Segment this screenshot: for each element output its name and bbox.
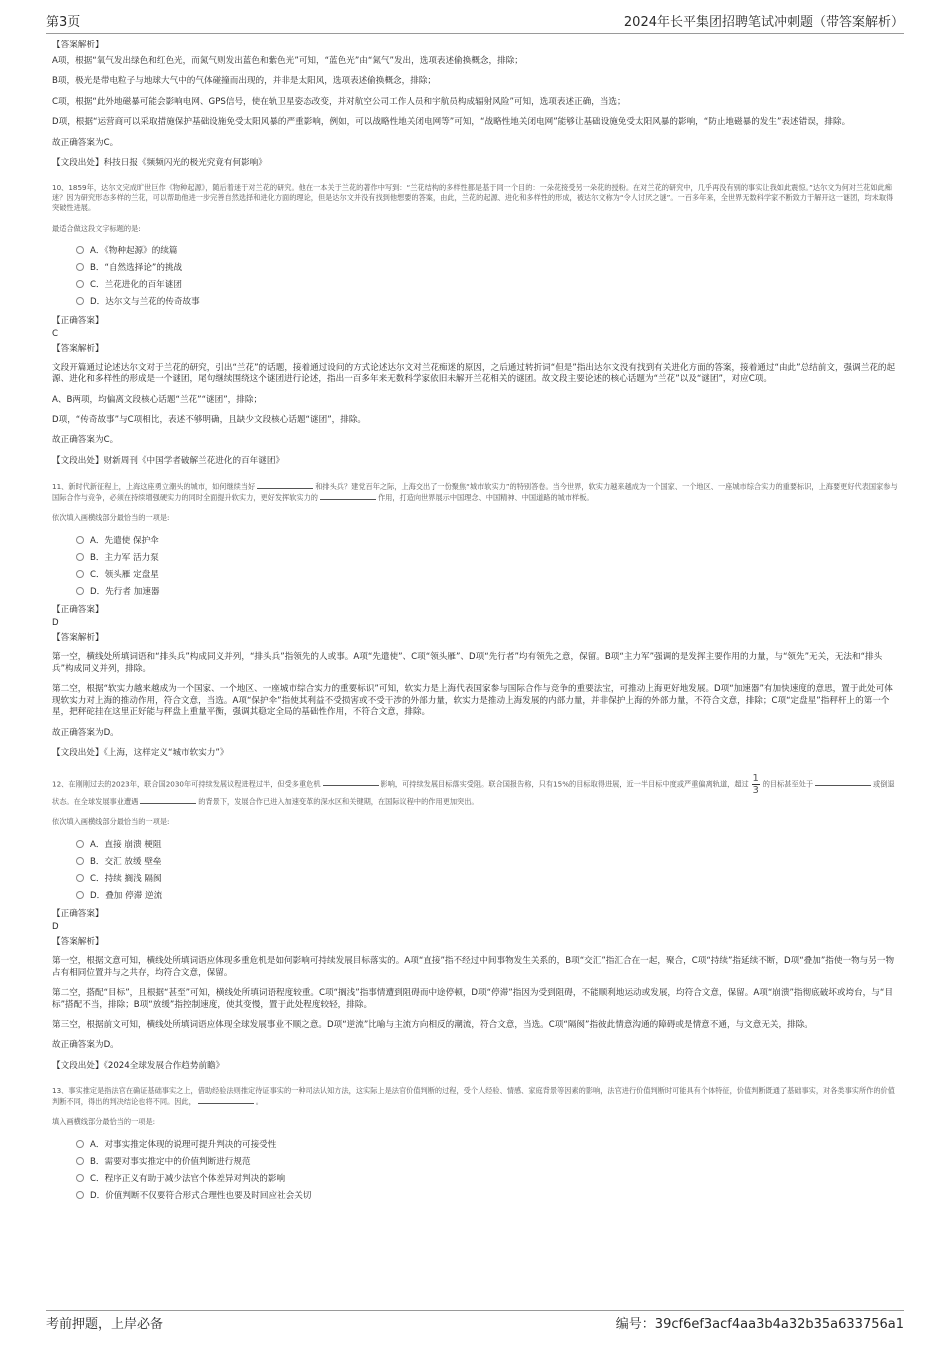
- option-d[interactable]: D．达尔文与兰花的传奇故事: [76, 293, 898, 310]
- analysis-paragraph: 第一空，根据文意可知，横线处所填词语应体现多重危机是如何影响可持续发展目标落实的。A项“直接”指不经过中间事物发生关系的，B项“交汇”指汇合在一起，聚合，C项“持续”指延续不断，D项“叠加”指使一物与另一物占有相同位置并与之共存，均符合文意，保留。: [52, 956, 895, 978]
- conclusion: 故正确答案为C。: [52, 435, 119, 446]
- option-a[interactable]: A．对事实推定体现的说理可提升判决的可接受性: [76, 1135, 898, 1152]
- analysis-paragraph: 第三空，根据前文可知，横线处所填词语应体现全球发展事业不顺之意。D项“逆流”比喻与主流方向相反的潮流，符合文意，当选。C项“隔阂”指彼此情意沟通的障碍或是情意不通，与文意无关，排除。: [52, 1019, 813, 1030]
- analysis-label: 【答案解析】: [52, 343, 104, 354]
- option-list: [76, 835, 898, 903]
- question-prompt: 依次填入画横线部分最恰当的一项是:: [52, 513, 170, 523]
- option-d[interactable]: D．先行者 加速器: [76, 582, 898, 599]
- radio-icon[interactable]: [76, 587, 84, 595]
- analysis-paragraph: 第一空，横线处所填词语和“排头兵”构成同义并列，“排头兵”指领先的人或事。A项“先遣使”、C项“领头雁”、D项“先行者”均有领先之意，保留。B项“主力军”强调的是发挥主要作用的力量，与“领先”无关，无法和“排头兵”构成同义并列，排除。: [52, 652, 883, 674]
- question-stem: 12、在刚刚过去的2023年，联合国2030年可持续发展议程进程过半，但受多重危机 影响，可持续发展目标落实受阻。联合国报告称，只有15%的目标取得进展，近一半目标中度或严重偏离轨道，超过 $\frac{1}{3}$ 的目标甚至处于 或倒退状态。在全球发展事业遭遇 的背景下，发展合作已进入加速变革的深水区和关键期，在国际议程中的作用更加突出。: [52, 772, 895, 806]
- conclusion: 故正确答案为D。: [52, 1040, 119, 1051]
- analysis-paragraph: 第二空，搭配“目标”，且根据“甚至”可知，横线处所填词语程度较重。C项“搁浅”指事情遭到阻碍而中途停顿，D项“停滞”指因为受到阻碍，不能顺利地运动或发展，均符合文意，保留。A项“崩溃”指彻底破坏或垮台，与“目标”搭配不当，排除；B项“放缓”指控制速度，使其变慢，置于此处程度较轻，排除。: [52, 988, 893, 1010]
- blank-line: [320, 492, 376, 500]
- option-d[interactable]: D．价值判断不仅要符合形式合理性也要及时回应社会关切: [76, 1186, 898, 1203]
- analysis-paragraph: 文段开篇通过论述达尔文对于兰花的研究，引出“兰花”的话题，接着通过设问的方式论述达尔文对兰花痴迷的原因，之后通过转折词“但是”指出达尔文没有找到有关进化方面的答案，接着通过“由此”总结前文，强调兰花的起源、进化和多样性的形成是一个谜团，尾句继续围绕这个谜团进行论述，指出一百多年来无数科学家依旧未解开兰花相关的谜团。故文段主要论述的核心话题为“兰花”以及“谜团”，对应C项。: [52, 362, 896, 385]
- correct-answer-label: 【正确答案】: [52, 315, 104, 326]
- option-list: [76, 1135, 898, 1203]
- correct-answer-label: 【正确答案】: [52, 909, 104, 920]
- source-citation: 【文段出处】《2024全球发展合作趋势前瞻》: [52, 1060, 225, 1071]
- blank-line: [140, 796, 196, 804]
- question-stem: 11、新时代新征程上，上海这座勇立潮头的城市，如何继续当好 和排头兵？建党百年之际，上海交出了一份聚焦“城市软实力”的特别答卷。当今世界，软实力越来越成为一个国家、一个地区、一座城市综合实力的重要标识，上海要更好代表国家参与国际合作与竞争，必须在持续增强硬实力的同时全面提升软实力，更好发挥软实力的 作用，打造向世界展示中国理念、中国精神、中国道路的城市样板。: [52, 481, 898, 503]
- option-b[interactable]: B．需要对事实推定中的价值判断进行规范: [76, 1152, 898, 1169]
- analysis-label: 【答案解析】: [52, 40, 104, 50]
- correct-answer: D: [52, 922, 59, 933]
- question-prompt: 最适合做这段文字标题的是:: [52, 223, 141, 233]
- option-c[interactable]: C．持续 搁浅 隔阂: [76, 869, 898, 886]
- correct-answer: D: [52, 618, 59, 629]
- radio-icon[interactable]: [76, 840, 84, 848]
- question-stem: 10、1859年，达尔文完成旷世巨作《物种起源》，随后着迷于对兰花的研究。他在一本关于兰花的著作中写到：“兰花结构的多样性都是基于同一个目的：一朵花接受另一朵花的授粉。在对兰花的研究中，几乎再没有别的事实让我如此震惊。”达尔文为何对兰花如此痴迷？因为研究形态多样的兰花，可以帮助他进一步完善自然选择和进化方面的理论，但是达尔文并没有找到他想要的答案，由此，兰花的起源、进化和多样性的形成，被达尔文称为“令人讨厌之谜”。一百多年来，全世界无数科学家不断致力于解开这一谜团，均未取得突破性进展。: [52, 183, 894, 213]
- radio-icon[interactable]: [76, 1191, 84, 1199]
- page-footer: [46, 1310, 904, 1332]
- question-prompt: 依次填入画横线部分最恰当的一项是:: [52, 817, 170, 827]
- analysis-paragraph: A、B两项，均偏离文段核心话题“兰花”“谜团”，排除；: [52, 394, 263, 405]
- radio-icon[interactable]: [76, 1140, 84, 1148]
- radio-icon[interactable]: [76, 874, 84, 882]
- analysis-label: 【答案解析】: [52, 937, 104, 948]
- option-d[interactable]: D．叠加 停滞 逆流: [76, 886, 898, 903]
- fraction: $\frac{1}{3}$: [752, 772, 759, 796]
- radio-icon[interactable]: [76, 553, 84, 561]
- option-c[interactable]: C．兰花进化的百年谜团: [76, 276, 898, 293]
- radio-icon[interactable]: [76, 1157, 84, 1165]
- radio-icon[interactable]: [76, 297, 84, 305]
- option-a[interactable]: A．《物种起源》的续篇: [76, 242, 898, 259]
- analysis-paragraph: 第二空，根据“软实力越来越成为一个国家、一个地区、一座城市综合实力的重要标识”可知，软实力是上海代表国家参与国际合作与竞争的重要法宝，可推动上海更好地发展。D项“加速器”有加快速度的意思，置于此处可体现软实力对上海的推动作用，符合文意，当选。A项“保护伞”指使其利益不受损害或不受干涉的外部力量，软实力是推动上海发展的内部力量，并非保护上海的外部力量，不符合文意，排除；C项“定盘星”指秤杆上的第一个星，把秤砣挂在这里正好能与秤盘上重量平衡，强调其稳定全局的基础性作用，不符合文意，排除。: [52, 684, 893, 718]
- radio-icon[interactable]: [76, 570, 84, 578]
- radio-icon[interactable]: [76, 263, 84, 271]
- radio-icon[interactable]: [76, 246, 84, 254]
- source-citation: 【文段出处】《上海，这样定义“城市软实力”》: [52, 747, 229, 758]
- conclusion: 故正确答案为C。: [52, 137, 119, 148]
- option-b[interactable]: B．主力军 活力泵: [76, 548, 898, 565]
- option-b[interactable]: B．“自然选择论”的挑战: [76, 259, 898, 276]
- analysis-label: 【答案解析】: [52, 633, 104, 644]
- source-citation: 【文段出处】科技日报《频频闪光的极光究竟有何影响》: [52, 158, 267, 169]
- radio-icon[interactable]: [76, 891, 84, 899]
- analysis-paragraph: D项，“传奇故事”与C项相比，表述不够明确，且缺少文段核心话题“谜团”，排除。: [52, 415, 367, 426]
- page-header: [46, 12, 904, 34]
- option-list: [76, 531, 898, 599]
- option-a[interactable]: A．先遣使 保护伞: [76, 531, 898, 548]
- blank-line: [323, 778, 379, 786]
- blank-line: [815, 778, 871, 786]
- blank-line: [257, 481, 313, 489]
- document-title: 2024年长平集团招聘笔试冲刺题（带答案解析）: [623, 15, 904, 30]
- correct-answer: C: [52, 328, 59, 339]
- option-c[interactable]: C．领头雁 定盘星: [76, 565, 898, 582]
- blank-line: [198, 1096, 254, 1104]
- question-stem: 13、事实推定是指法官在确证基础事实之上，借助经验法则推定待证事实的一种司法认知方法，这实际上是法官价值判断的过程，受个人经验、情感、家庭背景等因素的影响，法官进行价值判断时可能具有个体特征，价值判断既通了基础事实，对各类事实所作的价值判断不同，得出的判决结论也将不同。因此， 。: [52, 1085, 895, 1106]
- page-content: [52, 40, 898, 1305]
- radio-icon[interactable]: [76, 280, 84, 288]
- correct-answer-label: 【正确答案】: [52, 605, 104, 616]
- source-citation: 【文段出处】财新周刊《中国学者破解兰花进化的百年谜团》: [52, 455, 285, 466]
- footer-slogan: 考前押题，上岸必备: [46, 1317, 164, 1332]
- document-id: 编号：39cf6ef3acf4aa3b4a32b35a633756a1: [615, 1317, 904, 1332]
- analysis-paragraph: C项，根据“此外地磁暴可能会影响电网、GPS信号，使在轨卫星姿态改变，并对航空公司工作人员和宇航员构成辐射风险”可知，选项表述正确，当选；: [52, 96, 626, 107]
- question-prompt: 填入画横线部分最恰当的一项是:: [52, 1117, 156, 1127]
- conclusion: 故正确答案为D。: [52, 727, 119, 738]
- radio-icon[interactable]: [76, 536, 84, 544]
- option-a[interactable]: A．直接 崩溃 梗阻: [76, 835, 898, 852]
- analysis-paragraph: A项，根据“氧气发出绿色和红色光，而氮气则发出蓝色和紫色光”可知，“蓝色光”由“氮气”发出，选项表述偷换概念，排除；: [52, 56, 523, 66]
- radio-icon[interactable]: [76, 857, 84, 865]
- option-b[interactable]: B．交汇 放缓 壁垒: [76, 852, 898, 869]
- option-list: [76, 242, 898, 310]
- radio-icon[interactable]: [76, 1174, 84, 1182]
- option-c[interactable]: C．程序正义有助于减少法官个体差异对判决的影响: [76, 1169, 898, 1186]
- analysis-paragraph: D项，根据“运营商可以采取措施保护基础设施免受太阳风暴的严重影响，例如，可以战略性地关闭电网等”可知，“战略性地关闭电网”能够让基础设施免受太阳风暴的影响，“防止地磁暴的发生”表述错误，排除。: [52, 117, 851, 128]
- page-number: 第3页: [46, 15, 81, 30]
- analysis-paragraph: B项，极光是带电粒子与地球大气中的气体碰撞而出现的，并非是太阳风，选项表述偷换概念，排除；: [52, 76, 437, 87]
